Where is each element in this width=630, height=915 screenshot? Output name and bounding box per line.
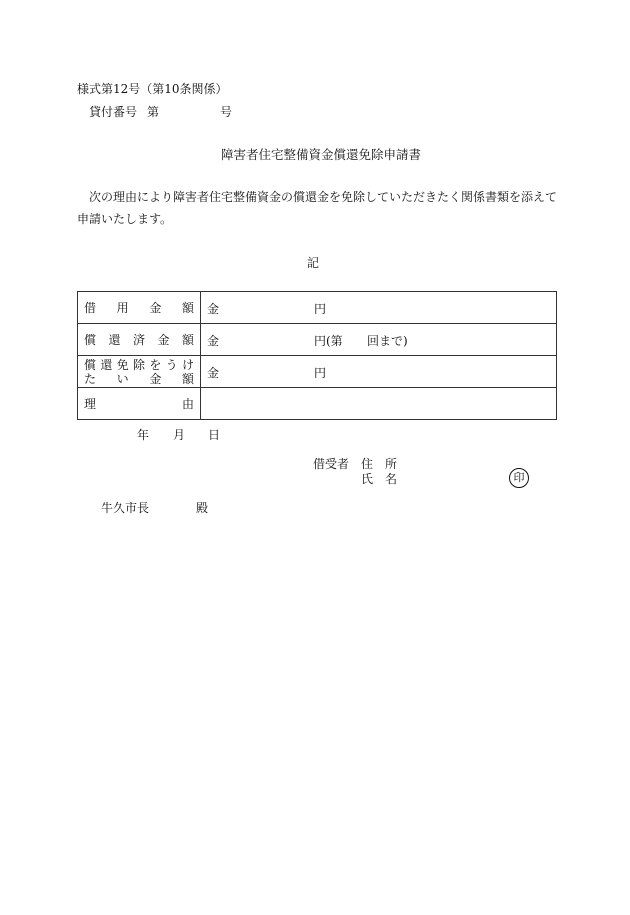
label-char: い <box>116 371 129 386</box>
label-char: 用 <box>116 301 129 315</box>
reason-field[interactable] <box>201 388 557 420</box>
name-label: 氏 名 <box>361 472 398 486</box>
label-char: 還 <box>108 333 121 347</box>
document-title: 障害者住宅整備資金償還免除申請書 <box>221 147 422 162</box>
label-char: 額 <box>181 371 194 386</box>
label-char: う <box>165 357 178 372</box>
label-char: 借 <box>84 301 97 315</box>
repaid-amount-label <box>78 324 201 356</box>
date-day: 日 <box>208 428 221 442</box>
label-char: 理 <box>84 397 97 411</box>
label-char: 免 <box>116 357 129 372</box>
label-char: 済 <box>132 333 145 347</box>
amount-prefix: 金 <box>207 334 220 348</box>
body-text-line1: 次の理由により障害者住宅整備資金の償還金を免除していただきたく関係書類を添えて <box>89 190 558 204</box>
address-label: 住 所 <box>361 457 398 471</box>
label-char: 金 <box>157 333 170 347</box>
borrower-label: 借受者 <box>313 457 350 471</box>
installment-suffix: 回まで) <box>367 334 408 348</box>
yen-unit: 円(第 <box>314 334 343 348</box>
table-row <box>78 356 557 388</box>
loan-number-suffix: 号 <box>220 105 233 119</box>
loan-amount-field[interactable] <box>201 292 557 324</box>
label-char: け <box>181 357 194 372</box>
label-char: 額 <box>181 301 194 315</box>
label-char: 償 <box>84 357 97 372</box>
addressee-honorific: 殿 <box>196 501 209 515</box>
label-char: 金 <box>149 301 162 315</box>
label-char: 除 <box>132 357 145 372</box>
date-month: 月 <box>173 428 186 442</box>
form-number: 様式第12号（第10条関係） <box>77 82 228 96</box>
label-char: た <box>84 371 97 386</box>
label-char: 額 <box>181 333 194 347</box>
application-table <box>77 291 557 420</box>
reason-label <box>78 388 201 420</box>
table-row <box>78 324 557 356</box>
repaid-amount-field[interactable] <box>201 324 557 356</box>
label-char: を <box>149 357 162 372</box>
label-char: 由 <box>181 397 194 411</box>
exemption-amount-label <box>78 356 201 388</box>
loan-amount-label <box>78 292 201 324</box>
yen-unit: 円 <box>314 366 327 380</box>
amount-prefix: 金 <box>207 366 220 380</box>
loan-number-label: 貸付番号 <box>89 105 138 119</box>
table-row <box>78 292 557 324</box>
addressee-mayor: 牛久市長 <box>101 501 150 515</box>
body-text-line2: 申請いたします。 <box>77 212 173 226</box>
ki-heading: 記 <box>307 256 320 270</box>
amount-prefix: 金 <box>207 302 220 316</box>
exemption-amount-field[interactable] <box>201 356 557 388</box>
label-char: 還 <box>100 357 113 372</box>
loan-number-prefix: 第 <box>147 105 160 119</box>
date-year: 年 <box>137 428 150 442</box>
table-row <box>78 388 557 420</box>
label-char: 償 <box>84 333 97 347</box>
label-char: 金 <box>149 371 162 386</box>
yen-unit: 円 <box>314 302 327 316</box>
seal-mark: 印 <box>509 468 529 488</box>
